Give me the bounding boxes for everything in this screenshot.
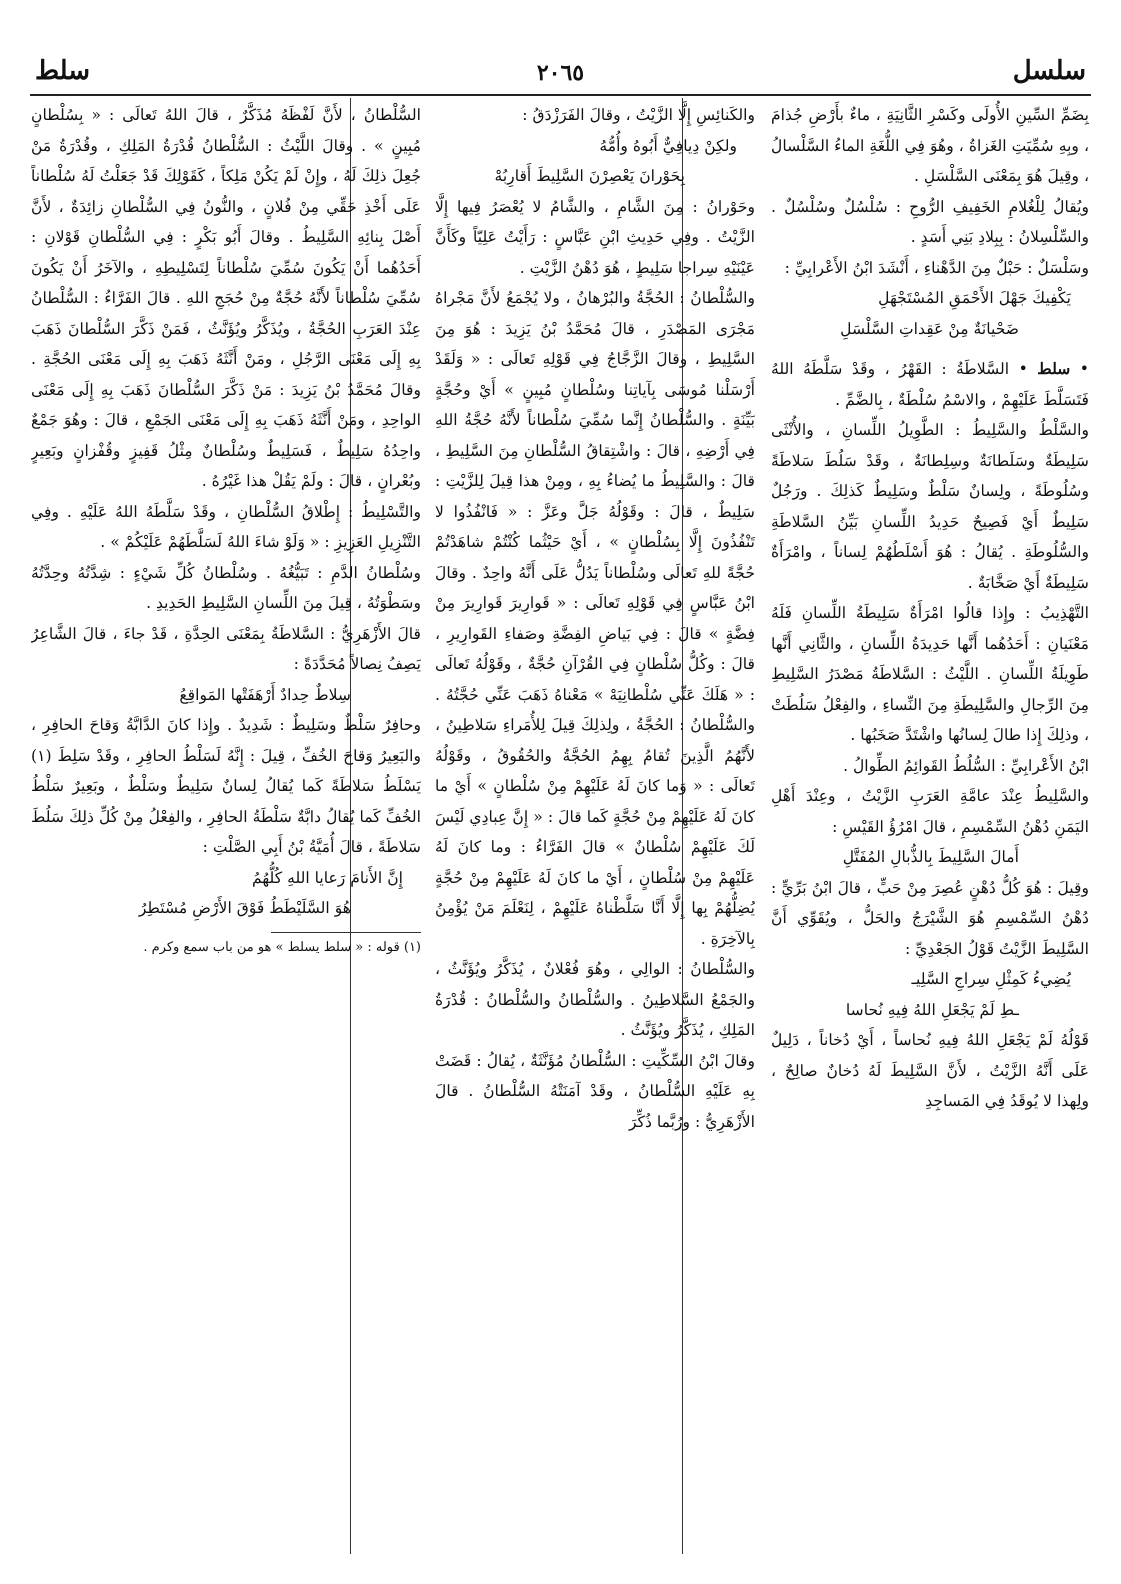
footnote: (١) قوله : « سلط يسلط » هو من باب سمع وكرم . bbox=[143, 939, 421, 955]
paragraph: وحَوْرانُ : مِنَ الشَّامِ ، والشَّامُ لا يُعْصَرُ فِيها إِلَّا الزَّيْتُ . وفِي حَدِيثِ ابْنِ عَبَّاسٍ : رَأَيْتُ عَلِيّاً وكَأَنَّ عَيْنَيْهِ سِراجا سَلِيطٍ ، هُوَ دُهْنُ الزَّيْتِ . bbox=[435, 197, 755, 277]
verse-line: ولكِنْ دِيافِيٌّ أَبُوهُ وأُمُّهُ bbox=[599, 136, 737, 155]
header-root-word-right: سلسل bbox=[1012, 56, 1086, 86]
verse-line: يُضِيءُ كَمِثْلِ سِراجِ السَّلِيـ bbox=[911, 970, 1071, 988]
page-number: ٢٠٦٥ bbox=[536, 60, 585, 86]
paragraph: قَوْلُهُ لَمْ يَجْعَلِ اللهُ فِيهِ نُحاساً ، أَيْ دُخاناً ، دَلِيلٌ عَلَى أَنَّهُ الزَّيْتُ ، لأَنَّ السَّلِيطَ لَهُ دُخانٌ صالِحٌ ، ولِهذا لا يُوقَدُ فِي المَساجِدِ bbox=[771, 1031, 1089, 1110]
entry-start: • سلط • السَّلاطَةُ : القَهْرُ ، وقَدْ سَلَّطَهُ اللهُ فَتَسَلَّطَ عَلَيْهِمْ ، والاسْمُ سُلْطَةٌ ، بِالضَّمِّ . bbox=[771, 359, 1089, 409]
middle-column bbox=[435, 100, 755, 1554]
paragraph: وقِيلَ : هُوَ كُلُّ دُهْنٍ عُصِرَ مِنْ حَبٍّ ، قالَ ابْنُ بَرِّيٍّ : دُهْنُ السِّمْسِمِ هُوَ الشَّيْرَجُ والحَلُّ ، ويُقَوِّي أَنَّ السَّلِيطَ الزَّيْتُ قَوْلُ الجَعْدِيِّ : bbox=[771, 878, 1089, 958]
paragraph: والكَنائِسِ إِلَّا الزَّيْتُ ، وقالَ الفَرَزْدَقُ : bbox=[522, 106, 755, 124]
paragraph: وسُلْطانُ الدَّمِ : تَبَيُّغُهُ . وسُلْطانُ كُلِّ شَيْءٍ : شِدَّتُهُ وحِدَّتُهُ وسَطْوَتُهُ ، قِيلَ مِنَ اللِّسانِ السَّلِيطِ الحَدِيدِ . bbox=[31, 563, 421, 612]
verse-line: هُوَ السَّلَيْطَطُ فَوْقَ الأَرْضِ مُسْتَطِرُ bbox=[138, 899, 351, 917]
paragraph: التَّهْذِيبُ : وإِذا قالُوا امْرَأَةٌ سَلِيطَةُ اللِّسانِ فَلَهُ مَعْنَيانِ : أَحَدُهُما أَنَّها حَدِيدَةُ اللِّسانِ ، والثَّانِي أَنَّها طَوِيلَةُ اللِّسانِ . اللَّيْثُ : السَّلاطَةُ مَصْدَرُ السَّلِيطِ مِنَ الرِّجالِ والسَّلِيطَةِ مِنَ النِّساءِ ، والفِعْلُ سَلُطَتْ ، وذلِكَ إِذا طالَ لِسانُها واشْتَدَّ صَخَبُها . bbox=[771, 604, 1089, 744]
paragraph: والسُّلْطانُ : الحُجَّةُ والبُرْهانُ ، ولا يُجْمَعُ لأَنَّ مَجْراهُ مَجْرَى المَصْدَرِ ، قالَ مُحَمَّدُ بْنُ يَزِيدَ : هُوَ مِنَ السَّلِيطِ ، وقالَ الزَّجَّاجُ فِي قَوْلِهِ تَعالَى : « وَلَقَدْ أَرْسَلْنا مُوسَى بِآياتِنا وسُلْطانٍ مُبِينٍ » أَيْ وحُجَّةٍ بَيِّنَةٍ . والسُّلْطانُ إِنَّما سُمِّيَ سُلْطاناً لأَنَّهُ حُجَّةُ اللهِ فِي أَرْضِهِ ، قالَ : واشْتِقاقُ السُّلْطانِ مِنَ السَّلِيطِ ، قالَ : والسَّلِيطُ ما يُضاءُ بِهِ ، ومِنْ هذا قِيلَ لِلزَّيْتِ : سَلِيطٌ ، قالَ : وقَوْلُهُ جَلَّ وعَزَّ : « فَانْفُذُوا لا تَنْفُذُونَ إِلَّا بِسُلْطانٍ » ، أَيْ حَيْثُما كُنْتُمْ شاهَدْتُمْ حُجَّةً للهِ تَعالَى وسُلْطاناً يَدُلُّ عَلَى أَنَّهُ واحِدٌ . وقالَ ابْنُ عَبَّاسٍ فِي قَوْلِهِ تَعالَى : « قَوارِيرَ قَوارِيرَ مِنْ فِضَّةٍ » قالَ : فِي بَياضِ الفِضَّةِ وصَفاءِ القَوارِيرِ ، قالَ : وكُلُّ سُلْطانٍ فِي القُرْآنِ حُجَّةٌ ، وقَوْلُهُ تَعالَى : « هَلَكَ عَنِّي سُلْطانِيَهْ » مَعْناهُ ذَهَبَ عَنِّي حُجَّتُهُ . والسُّلْطانُ : الحُجَّةُ ، ولِذلِكَ قِيلَ لِلأُمَراءِ سَلاطِينُ ، لأَنَّهُمُ الَّذِينَ تُقامُ بِهِمُ الحُجَّةُ والحُقُوقُ ، وقَوْلُهُ تَعالَى : « وَما كانَ لَهُ عَلَيْهِمْ مِنْ سُلْطانٍ » أَيْ ما كانَ لَهُ عَلَيْهِمْ مِنْ حُجَّةٍ كَما قالَ : « إِنَّ عِبادِي لَيْسَ لَكَ عَلَيْهِمْ سُلْطانٌ » قالَ الفَرَّاءُ : وما كانَ لَهُ عَلَيْهِمْ مِنْ سُلْطانٍ ، أَيْ ما كانَ لَهُ عَلَيْهِمْ مِنْ حُجَّةٍ يُضِلُّهُمْ بِها إِلَّا أَنَّا سَلَّطْناهُ عَلَيْهِمْ ، لِنَعْلَمَ مَنْ يُؤْمِنُ بِالآخِرَةِ . bbox=[435, 289, 755, 948]
left-column bbox=[31, 100, 421, 1554]
paragraph: والسُّلْطانُ : الوالِي ، وهُوَ فُعْلانٌ ، يُذَكَّرُ ويُؤَنَّثُ ، والجَمْعُ السَّلاطِينُ . والسُّلْطانُ والسُّلْطانُ : قُدْرَةُ المَلِكِ ، يُذَكَّرُ ويُؤَنَّثُ . bbox=[435, 960, 755, 1039]
paragraph: وسَلْسَلٌ : حَبْلٌ مِنَ الدَّهْناءِ ، أَنْشَدَ ابْنُ الأَعْرابِيِّ : bbox=[784, 258, 1089, 277]
verse-line: إِنَّ الأَنامَ رَعايا اللهِ كُلُّهُمُ bbox=[251, 868, 403, 887]
paragraph: بِضَمِّ السِّينِ الأُولَى وكَسْرِ الثَّانِيَةِ ، ماءٌ بأَرْضِ جُذامَ ، وبِهِ سُمِّيَتِ الغَزاةُ ، وهُوَ فِي اللُّغَةِ الماءُ السَّلْسالُ ، وقِيلَ هُوَ بِمَعْنَى السَّلْسَلِ . bbox=[771, 106, 1089, 185]
verse-line: ضَحْيانَةٌ مِنْ عَقِداتِ السَّلْسَلِ bbox=[840, 319, 1019, 338]
paragraph: السُّلْطانُ ، لأَنَّ لَفْظَهُ مُذَكَّرٌ ، قالَ اللهُ تَعالَى : « بِسُلْطانٍ مُبِينٍ » . وقالَ اللَّيْثُ : السُّلْطانُ قُدْرَةُ المَلِكِ ، وقُدْرَةُ مَنْ جُعِلَ ذلِكَ لَهُ ، وإِنْ لَمْ يَكُنْ مَلِكاً ، كَقَوْلِكَ قَدْ جَعَلْتُ لَهُ سُلْطاناً عَلَى أَخْذِ حَقِّي مِنْ فُلانٍ ، والنُّونُ فِي السُّلْطانِ زائِدَةٌ ، لأَنَّ أَصْلَ بِنائِهِ السَّلِيطُ . وقالَ أَبُو بَكْرٍ : فِي السُّلْطانِ قَوْلانِ : أَحَدُهُما أَنْ يَكُونَ سُمِّيَ سُلْطاناً لِتَسْلِيطِهِ ، والآخَرُ أَنْ يَكُونَ سُمِّيَ سُلْطاناً لأَنَّهُ حُجَّةٌ مِنْ حُجَجِ اللهِ . قالَ الفَرَّاءُ : السُّلْطانُ عِنْدَ العَرَبِ الحُجَّةُ ، ويُذَكَّرُ ويُؤَنَّثُ ، فَمَنْ ذَكَّرَ السُّلْطانَ ذَهَبَ بِهِ إِلَى مَعْنَى الرَّجُلِ ، ومَنْ أَنَّثَهُ ذَهَبَ بِهِ إِلَى مَعْنَى الحُجَّةِ . وقالَ مُحَمَّدُ بْنُ يَزِيدَ : مَنْ ذَكَّرَ السُّلْطانَ ذَهَبَ بِهِ إِلَى مَعْنَى الواحِدِ ، ومَنْ أَنَّثَهُ ذَهَبَ بِهِ إِلَى مَعْنَى الجَمْعِ ، قالَ : وهُوَ جَمْعٌ واحِدُهُ سَلِيطٌ ، فَسَلِيطٌ وسُلْطانٌ مِثْلُ قَفِيزٍ وقُفْزانٍ وبَعِيرٍ وبُعْرانٍ ، قالَ : ولَمْ يَقُلْ هذا غَيْرُهُ . bbox=[31, 106, 421, 490]
verse-line: أَمالَ السَّلِيطَ بِالذُّبالِ المُفَتَّلِ bbox=[842, 848, 1019, 866]
paragraph: وقالَ ابْنُ السِّكِّيتِ : السُّلْطانُ مُؤَنَّثَةٌ ، يُقالُ : قَضَتْ بِهِ عَلَيْهِ السُّلْطانُ ، وقَدْ آمَنَتْهُ السُّلْطانُ . قالَ الأَزْهَرِيُّ : ورُبَّما ذُكِّرَ bbox=[435, 1051, 755, 1131]
paragraph: قالَ الأَزْهَرِيُّ : السَّلاطَةُ بِمَعْنَى الحِدَّةِ ، قَدْ جاءَ ، قالَ الشَّاعِرُ يَصِفُ نِصالاً مُحَدَّدَةً : bbox=[31, 624, 421, 673]
paragraph: والتَّسْلِيطُ : إِطْلاقُ السُّلْطانِ ، وقَدْ سَلَّطَهُ اللهُ عَلَيْهِ . وفِي التَّنْزِيلِ العَزِيزِ : « وَلَوْ شاءَ اللهُ لَسَلَّطَهُمْ عَلَيْكُمْ » . bbox=[31, 502, 421, 551]
paragraph: والسَّلْطُ والسَّلِيطُ : الطَّوِيلُ اللِّسانِ ، والأُنْثَى سَلِيطَةٌ وسَلَطانَةٌ وسِلِطانَةٌ ، وقَدْ سَلُطَ سَلاطَةً وسُلُوطَةً ، ولِسانٌ سَلْطٌ وسَلِيطٌ كَذلِكَ . ورَجُلٌ سَلِيطٌ أَيْ فَصِيحٌ حَدِيدُ اللِّسانِ بَيِّنُ السَّلاطَةِ والسُّلُوطَةِ . يُقالُ : هُوَ أَسْلَطُهُمْ لِساناً ، وامْرَأَةٌ سَلِيطَةٌ أَيْ صَخَّابَةٌ . bbox=[771, 421, 1089, 592]
verse-line: يَكْفِيكَ جَهْلَ الأَحْمَقِ المُسْتَجْهَلِ bbox=[878, 289, 1071, 307]
footnote-rule bbox=[271, 932, 421, 933]
entry-text: السَّلاطَةُ : القَهْرُ ، وقَدْ سَلَّطَهُ اللهُ فَتَسَلَّطَ عَلَيْهِمْ ، والاسْمُ سُلْطَةٌ ، بِالضَّمِّ . bbox=[771, 360, 1089, 409]
paragraph: ويُقالُ لِلْغُلامِ الخَفِيفِ الرُّوحِ : سُلْسُلٌ وسُلْسُلٌ . والسِّلْسِلانُ : بِبِلادِ بَنِي أَسَدٍ . bbox=[771, 197, 1089, 246]
verse-line: بِحَوْرانَ يَعْصِرْنَ السَّلِيطَ أَقارِبُهْ bbox=[494, 167, 685, 185]
paragraph: وحافِرٌ سَلْطٌ وسَلِيطٌ : شَدِيدٌ . وإِذا كانَ الدَّابَّةُ وَقاحَ الحافِرِ ، والبَعِيرُ وَقاحَ الخُفِّ ، قِيلَ : إِنَّهُ لَسَلْطُ الحافِرِ ، وقَدْ سَلِطَ (١) يَسْلَطُ سَلاطَةً كَما يُقالُ لِسانٌ سَلِيطٌ وسَلْطٌ ، وبَعِيرٌ سَلْطُ الخُفِّ كَما يُقالُ دابَّةٌ سَلْطَةُ الحافِرِ ، والفِعْلُ مِنْ كُلِّ ذلِكَ سَلُطَ سَلاطَةً ، قالَ أُمَيَّةُ بْنُ أَبِي الصَّلْتِ : bbox=[31, 716, 421, 856]
verse-line: سِلاطٌ حِدادٌ أَرْهَفَتْها المَواقِعُ bbox=[179, 685, 351, 704]
verse-line: ـطِ لَمْ يَجْعَلِ اللهُ فِيهِ نُحاسا bbox=[845, 1000, 1019, 1019]
headword: سلط bbox=[1037, 359, 1071, 378]
right-column bbox=[771, 100, 1089, 1554]
paragraph: ابْنُ الأَعْرابِيِّ : السُّلُطُ القَوائِمُ الطِّوالُ . bbox=[843, 756, 1089, 775]
header-root-word-left: سلط bbox=[35, 56, 91, 86]
paragraph: والسَّلِيطُ عِنْدَ عامَّةِ العَرَبِ الزَّيْتُ ، وعِنْدَ أَهْلِ اليَمَنِ دُهْنُ السِّمْسِمِ ، قالَ امْرُؤُ القَيْسِ : bbox=[771, 787, 1089, 836]
header-rule bbox=[30, 94, 1091, 96]
